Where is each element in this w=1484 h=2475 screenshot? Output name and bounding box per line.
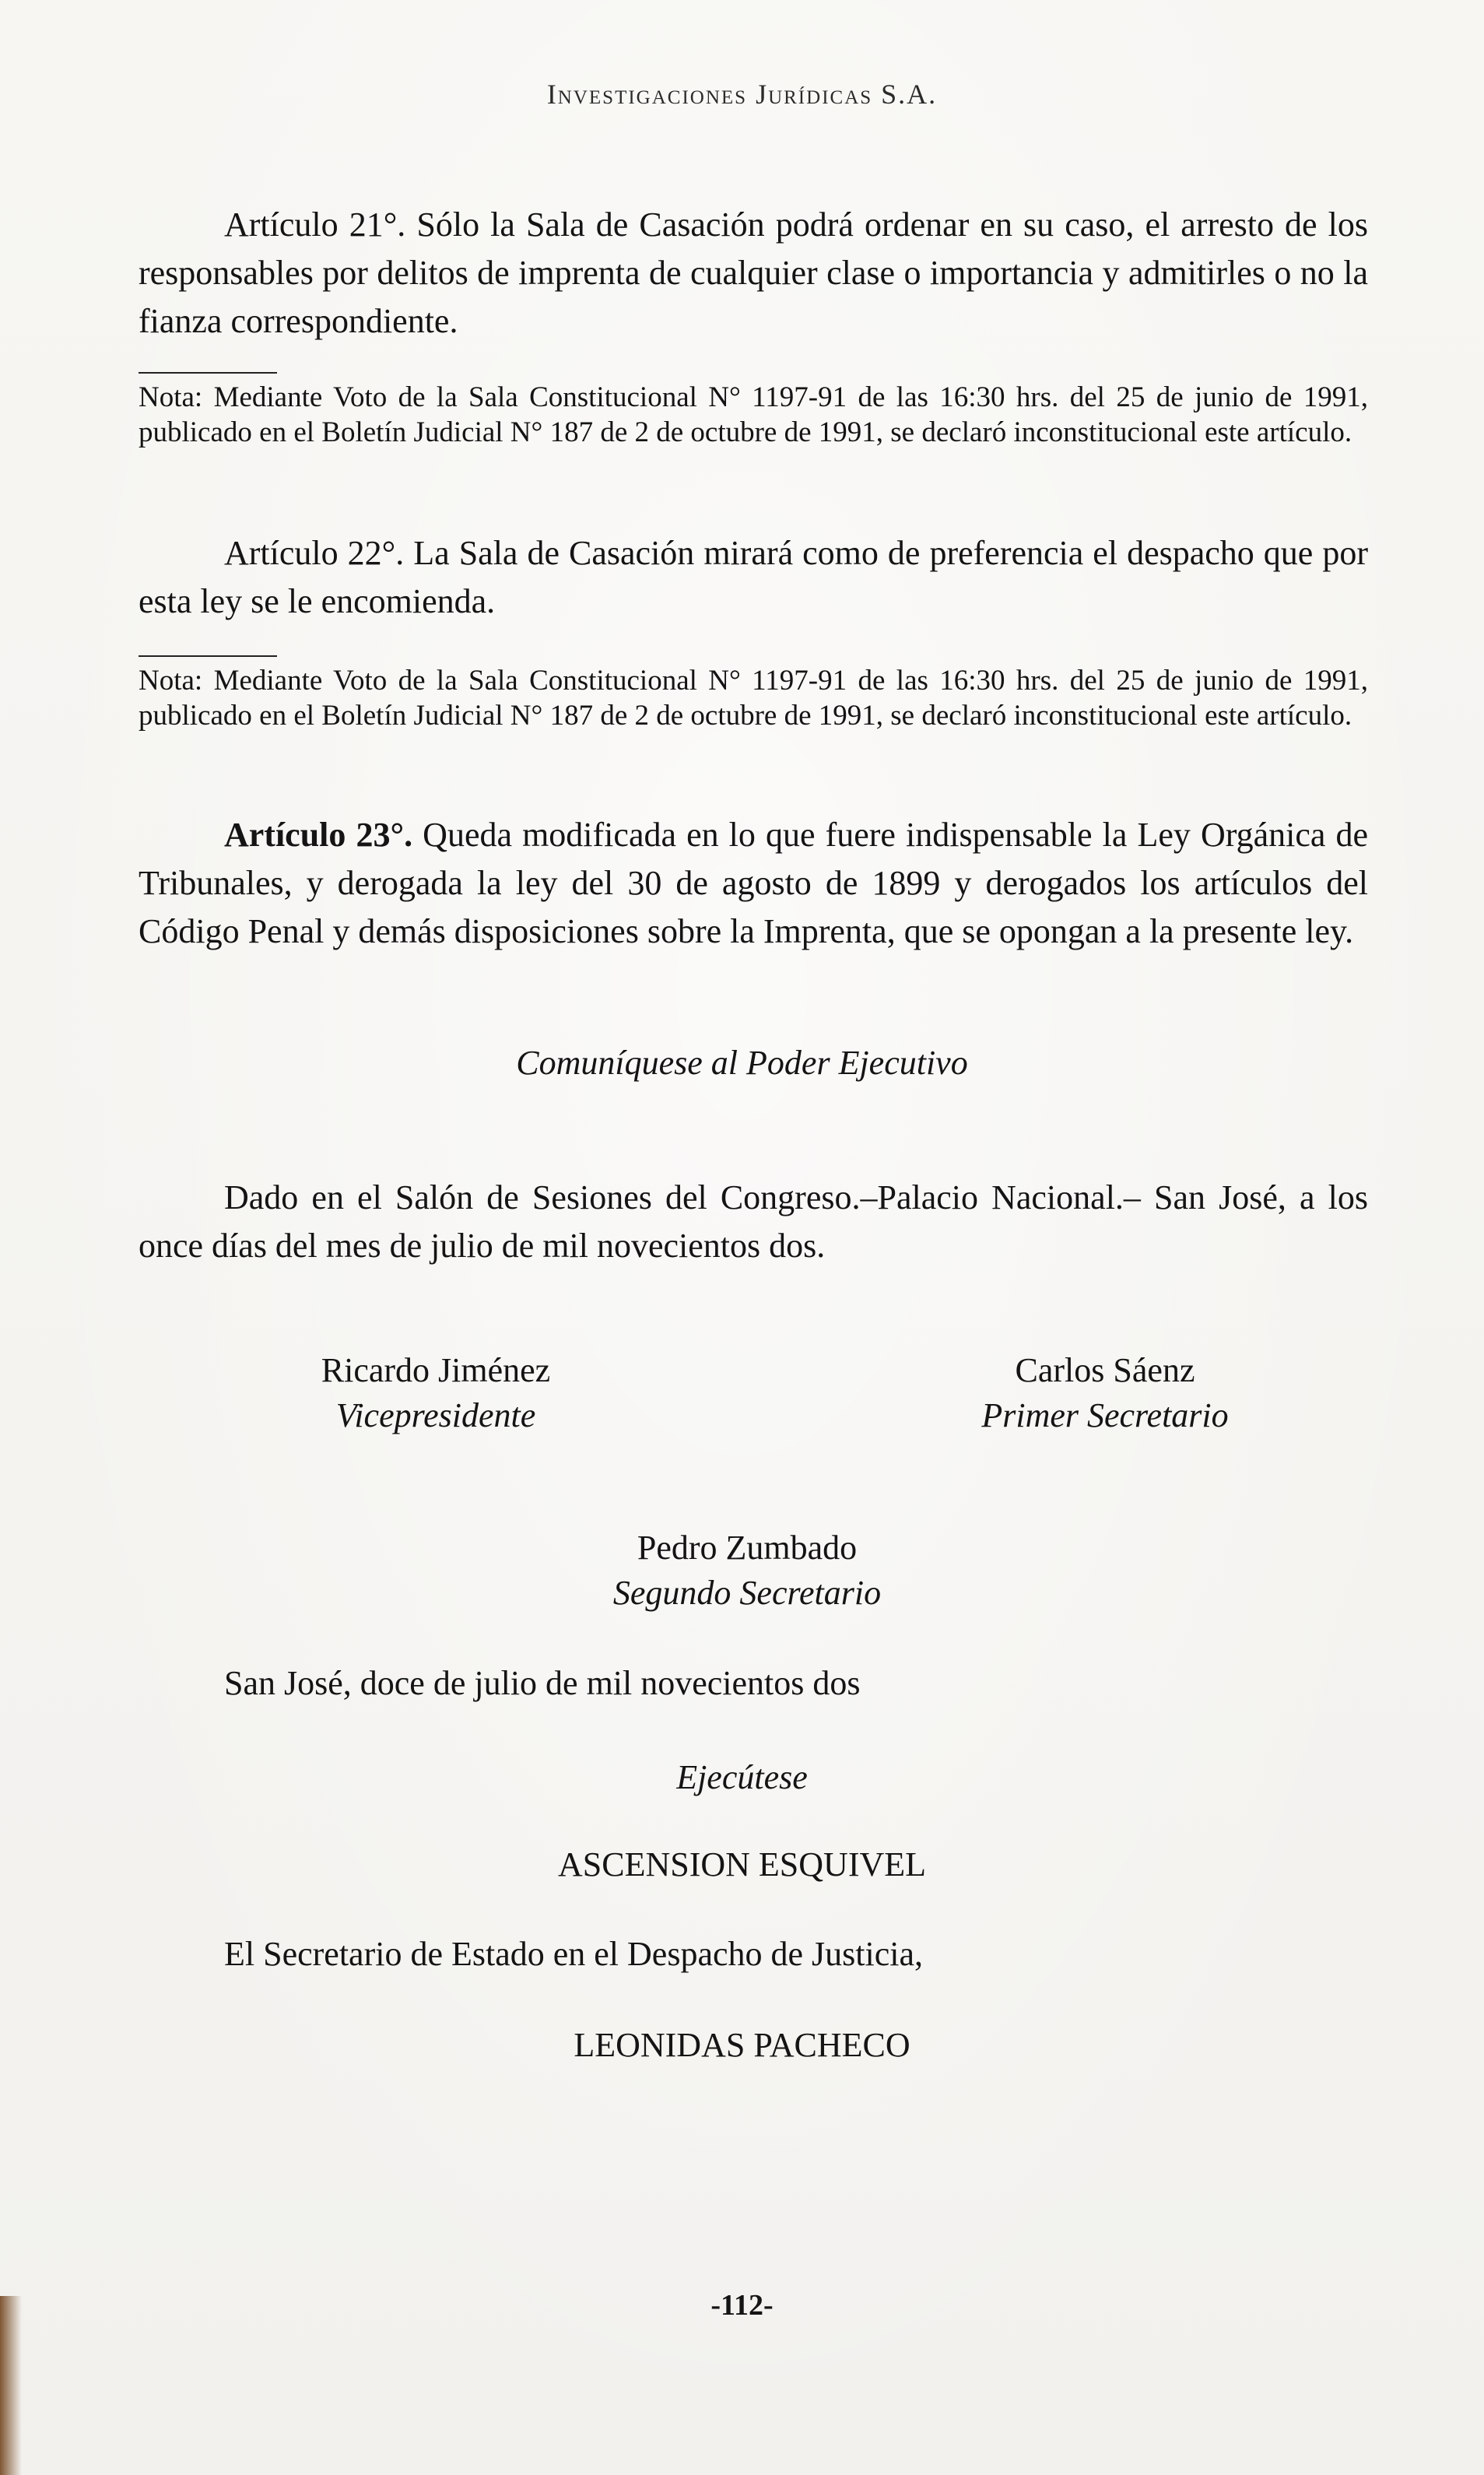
article-22-text: La Sala de Casación mirará como de preferencia el despacho que por esta ley se le encomienda. [139,534,1369,620]
signature-right [903,1348,1307,1438]
page-edge-shadow [0,2296,22,2475]
san-jose-text: San José, doce de julio de mil novecientos dos [224,1664,861,1702]
note-2: Nota: Mediante Voto de la Sala Constitucional N° 1197-91 de las 16:30 hrs. del 25 de junio de 1991, publicado en el Boletín Judicial N° 187 de 2 de octubre de 1991, se declaró inconstitucional este artículo. [139,665,1368,732]
dado-text: Dado en el Salón de Sesiones del Congreso.–Palacio Nacional.– San José, a los once días del mes de julio de mil novecientos dos. [139,1178,1368,1265]
article-21-label: Artículo 21°. [224,205,406,244]
comuniquese: Comuníquese al Poder Ejecutivo [516,1044,968,1082]
note-1: Nota: Mediante Voto de la Sala Constitucional N° 1197-91 de las 16:30 hrs. del 25 de junio de 1991, publicado en el Boletín Judicial N° 187 de 2 de octubre de 1991, se declaró inconstitucional este artículo. [139,381,1368,448]
article-22-label: Artículo 22°. [224,534,405,572]
signature-center [514,1525,981,1616]
dado-paragraph [139,1174,1368,1270]
ejecutese: Ejecútese [676,1758,808,1796]
signature-center-name: Pedro Zumbado [637,1529,858,1567]
signature-left-title: Vicepresidente [335,1396,536,1434]
signature-left [233,1348,638,1438]
article-23 [139,811,1368,956]
running-header: Investigaciones Jurídicas S.A. [546,79,938,110]
signature-center-title: Segundo Secretario [612,1574,882,1612]
note-2-rule [139,655,277,657]
article-22 [139,529,1368,626]
secretario-name: LEONIDAS PACHECO [574,2026,910,2064]
article-21-text: Sólo la Sala de Casación podrá ordenar en su caso, el arresto de los responsables por delitos de imprenta de cualquier clase o importancia y admitirles o no la fianza correspondiente. [139,205,1368,340]
secretario-line-text: El Secretario de Estado en el Despacho de Justicia, [224,1935,924,1973]
president-name: ASCENSION ESQUIVEL [558,1845,926,1883]
signature-right-name: Carlos Sáenz [1015,1351,1195,1389]
signature-left-name: Ricardo Jiménez [321,1351,551,1389]
note-1-rule [139,372,277,374]
article-23-text: Queda modificada en lo que fuere indispensable la Ley Orgánica de Tribunales, y derogada la ley del 30 de agosto de 1899 y derogados los artículos del Código Penal y demás disposiciones sobre la Imprenta, que se opongan a la presente ley. [139,816,1368,950]
secretario-line [139,1930,1368,1978]
page-number: -112- [710,2289,774,2322]
signature-right-title: Primer Secretario [981,1396,1229,1434]
article-23-label: Artículo 23°. [224,816,413,854]
san-jose-line [139,1659,1368,1708]
article-21 [139,201,1368,346]
